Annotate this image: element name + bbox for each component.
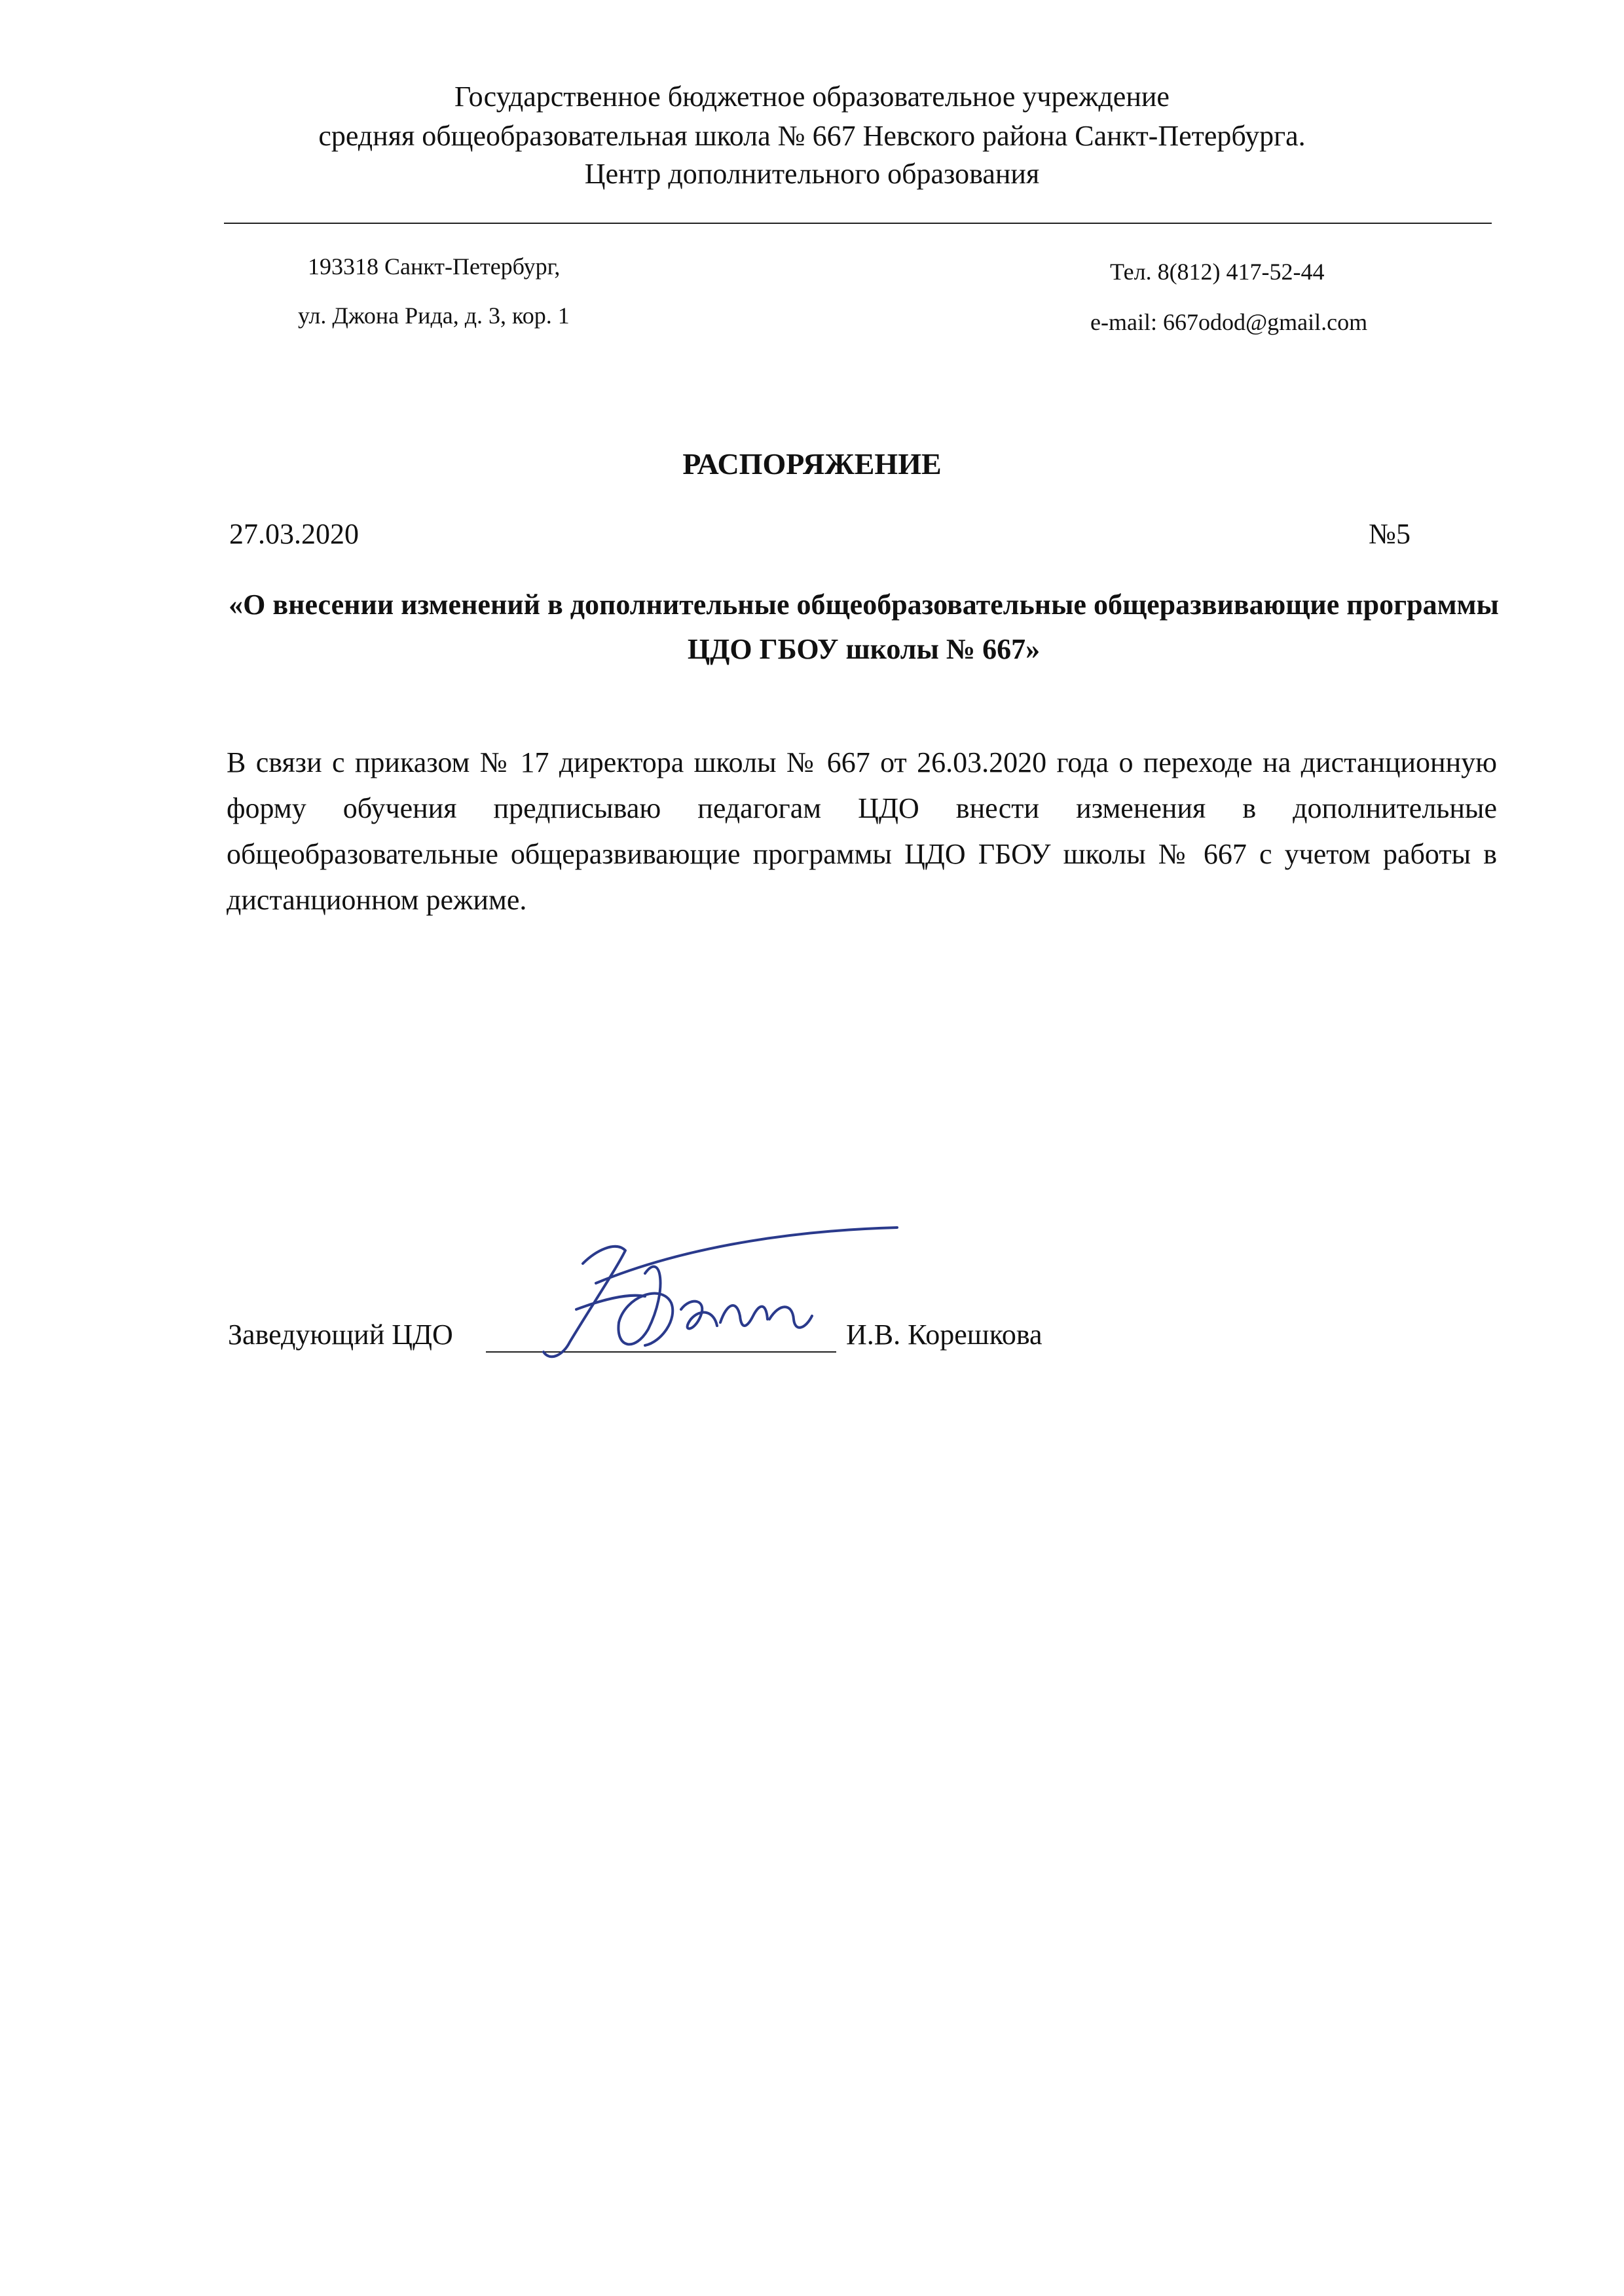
handwritten-signature	[504, 1211, 910, 1381]
email-address: e-mail: 667odod@gmail.com	[1090, 309, 1368, 335]
address-line1: 193318 Санкт-Петербург,	[308, 253, 561, 280]
header-divider	[224, 223, 1492, 224]
document-number: №5	[1369, 518, 1411, 550]
institution-name-line2: средняя общеобразовательная школа № 667 Невского района Санкт-Петербурга.	[318, 120, 1306, 152]
phone-number: Тел. 8(812) 417-52-44	[1110, 259, 1325, 285]
document-date: 27.03.2020	[229, 518, 359, 550]
document-body: В связи с приказом № 17 директора школы № 667 от 26.03.2020 года о переходе на дистанционную форму обучения предписываю педагогам ЦДО внести изменения в дополнительные общеобразовательные общеразвивающие программы ЦДО ГБОУ школы № 667 с учетом работы в дистанционном режиме.	[227, 746, 1497, 916]
signatory-role: Заведующий ЦДО	[228, 1319, 453, 1351]
institution-department: Центр дополнительного образования	[584, 158, 1040, 190]
signatory-name: И.В. Корешкова	[846, 1319, 1043, 1351]
document-title: РАСПОРЯЖЕНИЕ	[682, 447, 942, 481]
institution-name-line1: Государственное бюджетное образовательное учреждение	[454, 81, 1170, 113]
document-subject: «О внесении изменений в дополнительные общеобразовательные общеразвивающие программы ЦДО ГБОУ школы № 667»	[229, 589, 1499, 665]
address-line2: ул. Джона Рида, д. 3, кор. 1	[298, 302, 570, 329]
